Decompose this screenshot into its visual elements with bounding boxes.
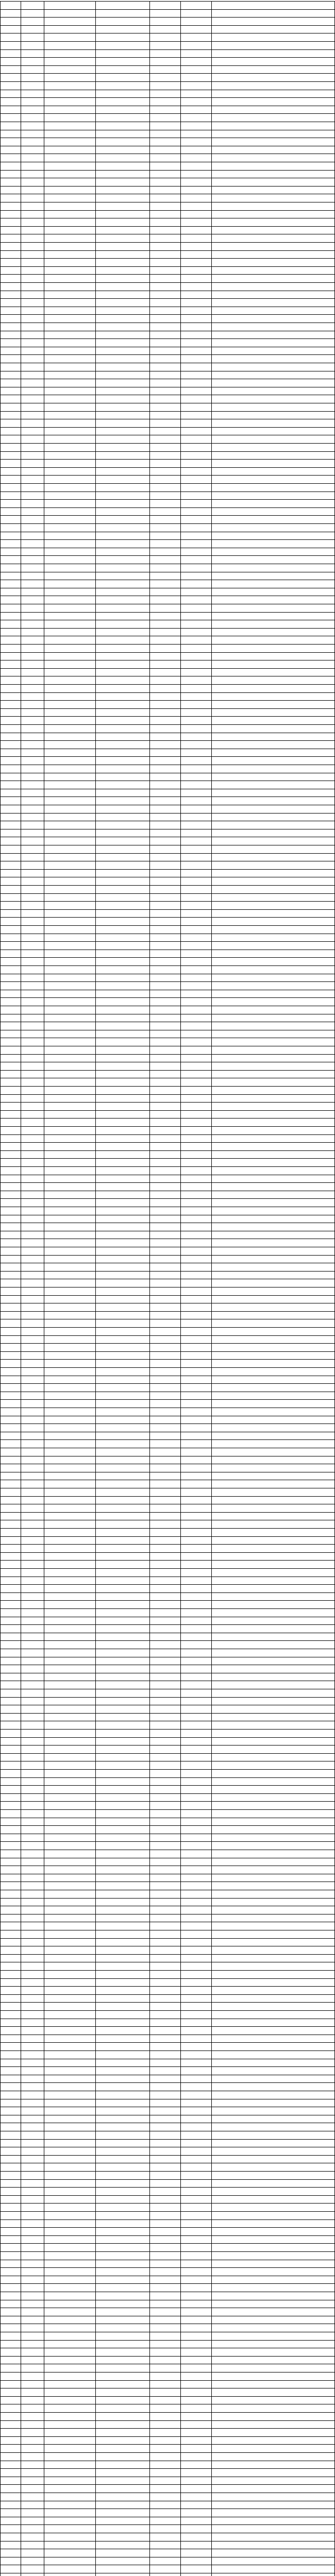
table-outer-border — [1, 2, 335, 2576]
